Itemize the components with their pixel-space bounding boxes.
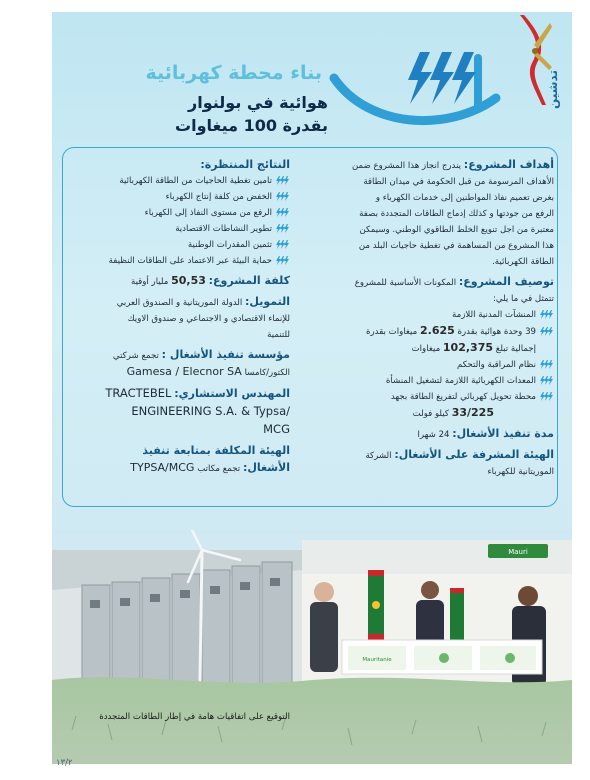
monitoring-latin: TYPSA/MCG bbox=[130, 461, 195, 474]
consultant-heading: المهندس الاستشاري: bbox=[174, 387, 290, 400]
objectives-line: الرفع من جودتها و كذلك إدماج الطاقات المتجددة بصفة bbox=[359, 209, 554, 219]
list-item: الخفض من كلفة إنتاج الكهرباء bbox=[62, 189, 290, 205]
monitoring-section bbox=[62, 443, 290, 477]
objectives-line: بغرض تعميم نفاذ المواطنين إلى خدمات الكهرباء و bbox=[375, 193, 554, 203]
monitoring-heading-1: الهيئة المكلفة بمتابعة تنفيذ bbox=[142, 444, 290, 457]
cost-number: 50,53 bbox=[171, 274, 206, 287]
bolt-bullet-icon bbox=[276, 224, 290, 233]
consultant-value-3: MCG bbox=[263, 422, 290, 436]
bolt-bullet-icon bbox=[540, 360, 554, 369]
description-section bbox=[316, 274, 554, 422]
left-column bbox=[62, 157, 290, 477]
bolt-bullet-icon bbox=[276, 208, 290, 217]
objectives-section bbox=[316, 157, 554, 270]
bolt-bullet-icon bbox=[540, 310, 554, 319]
list-item: المعدات الكهربائية اللازمة لتشغيل المنشأة bbox=[316, 373, 554, 389]
results-heading: النتائج المنتظرة: bbox=[200, 158, 290, 171]
description-intro: المكونات الأساسية للمشروع bbox=[354, 278, 457, 288]
objectives-line: هذا المشروع من المساهمة في تغطية حاجيات البلد من bbox=[358, 241, 554, 251]
page-number: ١٣/٢ bbox=[56, 758, 73, 768]
photo-caption: التوقيع على اتفاقيات هامة في إطار الطاقات المتجددة bbox=[99, 712, 290, 722]
title-line-2: هوائية في بولنوار bbox=[188, 93, 328, 112]
objectives-line: الطاقة الكهربائية. bbox=[492, 257, 554, 267]
list-item: تطوير النشاطات الاقتصادية bbox=[62, 221, 290, 237]
bolt-bullet-icon bbox=[540, 392, 554, 401]
cost-section bbox=[62, 273, 290, 290]
banner-tag-right: Mauri bbox=[508, 548, 528, 556]
objectives-line: الأهداف المرسومة من قبل الحكومة في ميدان الطاقة bbox=[363, 177, 554, 187]
table-tag-left: Mauritanie bbox=[362, 657, 392, 663]
list-item-continuation: 33/225 كيلو فولت bbox=[412, 406, 494, 419]
bolt-bullet-icon bbox=[276, 176, 290, 185]
objectives-line: يندرج انجاز هذا المشروع ضمن bbox=[351, 161, 462, 171]
duration-value: 24 شهرا bbox=[417, 430, 450, 440]
consultant-section bbox=[62, 385, 290, 439]
objectives-line: معتبرة من اجل تنويع الخلط الطاقوي الوطني. وسيمكن bbox=[359, 225, 554, 235]
supervisor-heading: الهيئة المشرفة على الأشغال: bbox=[394, 448, 554, 461]
funding-line: الدولة الموريتانية و الصندوق العربي bbox=[116, 298, 243, 308]
description-heading: توصيف المشروع: bbox=[458, 275, 554, 288]
contractor-value-2: الكتور/كامسا bbox=[244, 368, 290, 378]
funding-section bbox=[62, 294, 290, 343]
list-item: الرفع من مستوى النفاذ إلى الكهرباء bbox=[62, 205, 290, 221]
photo-area bbox=[52, 530, 572, 764]
section-label: تدشين bbox=[546, 70, 560, 109]
list-item: حماية البيئة عبر الاعتماد على الطاقات النظيفة bbox=[62, 253, 290, 269]
bolt-bullet-icon bbox=[540, 376, 554, 385]
objectives-heading: أهداف المشروع: bbox=[463, 158, 554, 171]
bolt-bullet-icon bbox=[276, 192, 290, 201]
list-item: 39 وحدة هوائية بقدرة 2.625 ميغاوات بقدرة bbox=[316, 323, 554, 340]
contractor-value: تجمع شركتي bbox=[112, 351, 159, 361]
cost-unit: مليار أوقية bbox=[130, 277, 169, 287]
bolt-bullet-icon bbox=[276, 256, 290, 265]
monitoring-value: تجمع مكاتب bbox=[197, 464, 241, 474]
list-item: تامين تغطية الحاجيات من الطاقة الكهربائية bbox=[62, 173, 290, 189]
cost-heading: كلفة المشروع: bbox=[208, 274, 290, 287]
list-item: تثمين المقدرات الوطنية bbox=[62, 237, 290, 253]
bolt-bullet-icon bbox=[540, 327, 554, 336]
title-line-3: بقدرة 100 ميغاوات bbox=[175, 116, 328, 135]
funding-line: للتنمية bbox=[267, 330, 290, 340]
supervisor-value-2: الموريتانية للكهرباء bbox=[487, 467, 554, 477]
contractor-section bbox=[62, 347, 290, 381]
list-item: محطة تحويل كهربائي لتفريغ الطاقة بجهد bbox=[316, 389, 554, 405]
contractor-heading: مؤسسة تنفيذ الأشغال : bbox=[161, 348, 290, 361]
supervisor-section bbox=[316, 447, 554, 480]
list-item: نظام المراقبة والتحكم bbox=[316, 357, 554, 373]
funding-line: للإنماء الاقتصادي و الاجتماعي و صندوق الاويك bbox=[127, 314, 290, 324]
contractor-latin: Gamesa / Elecnor SA bbox=[126, 365, 242, 378]
right-column bbox=[316, 157, 554, 480]
duration-heading: مدة تنفيذ الأشغال: bbox=[452, 427, 554, 440]
consultant-value-2: ENGINEERING S.A. & Typsa/ bbox=[131, 404, 290, 418]
duration-section bbox=[316, 426, 554, 443]
bolt-bullet-icon bbox=[276, 240, 290, 249]
title-line-1: بناء محطة كهربائية bbox=[145, 62, 322, 84]
consultant-value-1: TRACTEBEL bbox=[105, 386, 172, 400]
funding-heading: التمويل: bbox=[244, 295, 290, 308]
description-intro-2: تتمثل في ما يلي: bbox=[492, 294, 554, 304]
list-item-continuation: إجمالية تبلغ 102,375 ميغاوات bbox=[411, 341, 536, 354]
list-item: المنشآت المدنية اللازمة bbox=[316, 307, 554, 323]
monitoring-heading-2: الأشغال: bbox=[242, 461, 290, 474]
energy-logo-icon bbox=[328, 38, 512, 126]
supervisor-value: الشركة bbox=[365, 451, 392, 461]
